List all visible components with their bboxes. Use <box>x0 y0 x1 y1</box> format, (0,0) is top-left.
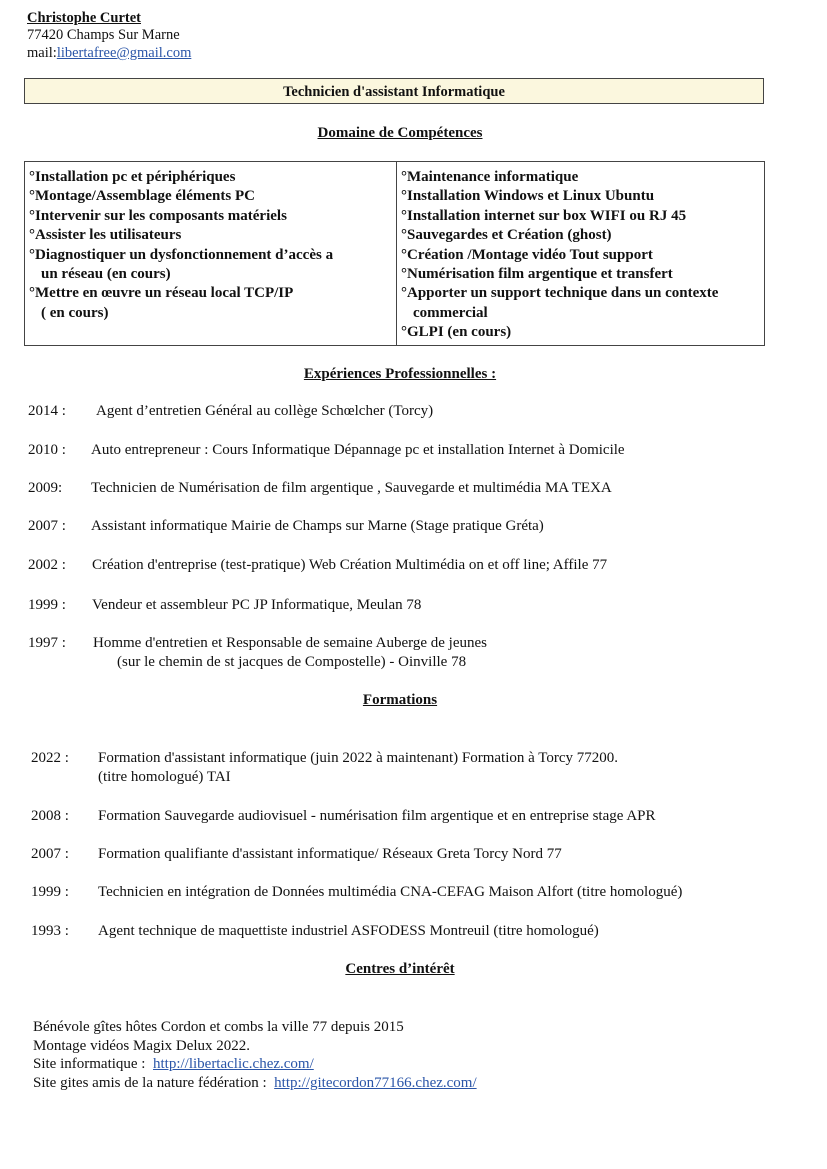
candidate-address: 77420 Champs Sur Marne <box>27 27 180 43</box>
skill-item: °Sauvegardes et Création (ghost) <box>401 227 612 244</box>
interests-heading: Centres d’intérêt <box>345 961 455 977</box>
education-text: Formation d'assistant informatique (juin 2022 à maintenant) Formation à Torcy 77200. <box>98 750 619 766</box>
experience-text: Technicien de Numérisation de film argentique , Sauvegarde et multimédia MA TEXA <box>91 480 612 496</box>
experience-year: 2014 : <box>28 403 66 419</box>
interest-site-line <box>33 1074 477 1093</box>
skill-item: °Création /Montage vidéo Tout support <box>401 246 653 263</box>
skill-item: °Diagnostiquer un dysfonctionnement d’accès a <box>29 246 334 263</box>
mail-link[interactable]: libertafree@gmail.com <box>56 45 192 61</box>
skill-item: °Numérisation film argentique et transfert <box>401 266 673 283</box>
experience-heading: Expériences Professionnelles : <box>303 366 497 382</box>
education-year: 2022 : <box>31 750 69 766</box>
skill-item: °Installation pc et périphériques <box>29 169 236 185</box>
site2-link[interactable]: http://gitecordon77166.chez.com/ <box>274 1074 477 1091</box>
education-year: 2008 : <box>31 808 69 824</box>
education-year: 1999 : <box>31 884 69 900</box>
experience-text: Création d'entreprise (test-pratique) Web Création Multimédia on et off line; Affile 77 <box>92 557 608 573</box>
experience-year: 2007 : <box>28 518 66 534</box>
education-text: Formation Sauvegarde audiovisuel - numérisation film argentique et en entreprise stage APR <box>98 808 656 824</box>
experience-year: 2009: <box>28 480 63 496</box>
education-text: Technicien en intégration de Données multimédia CNA-CEFAG Maison Alfort (titre homologué) <box>98 884 683 900</box>
mail-label: mail: <box>27 45 57 61</box>
skill-item-continued: ( en cours) <box>41 304 109 321</box>
experience-text: Auto entrepreneur : Cours Informatique Dépannage pc et installation Internet à Domicile <box>91 442 625 458</box>
experience-year: 1999 : <box>28 597 66 613</box>
education-heading: Formations <box>362 692 438 708</box>
job-title-box: Technicien d'assistant Informatique <box>24 78 764 104</box>
experience-year: 1997 : <box>28 635 66 651</box>
skill-item: °Assister les utilisateurs <box>29 227 182 244</box>
skill-item: °Montage/Assemblage éléments PC <box>29 188 255 205</box>
skill-item: °Maintenance informatique <box>401 169 579 185</box>
skill-item-continued: un réseau (en cours) <box>41 266 171 283</box>
skill-item: °Installation Windows et Linux Ubuntu <box>401 188 655 205</box>
interest-line: Bénévole gîtes hôtes Cordon et combs la ville 77 depuis 2015 <box>33 1019 404 1035</box>
skills-table <box>24 161 765 346</box>
experience-year: 2002 : <box>28 557 66 573</box>
site2-label: Site gites amis de la nature fédération : <box>33 1074 267 1091</box>
interest-site-line <box>33 1055 477 1074</box>
education-year: 2007 : <box>31 846 69 862</box>
experience-text: Agent d’entretien Général au collège Schœlcher (Torcy) <box>96 403 434 419</box>
candidate-mail <box>27 45 191 62</box>
interests-block <box>33 1018 477 1092</box>
education-text: Agent technique de maquettiste industriel ASFODESS Montreuil (titre homologué) <box>98 923 599 939</box>
skills-right-column <box>397 162 764 345</box>
skill-item: °GLPI (en cours) <box>401 324 512 341</box>
site1-label: Site informatique : <box>33 1056 146 1072</box>
experience-year: 2010 : <box>28 442 66 458</box>
skill-item: °Mettre en œuvre un réseau local TCP/IP <box>29 285 294 302</box>
skills-left-column <box>25 162 397 345</box>
education-year: 1993 : <box>31 923 69 939</box>
skill-item-continued: commercial <box>413 304 488 321</box>
experience-text: Assistant informatique Mairie de Champs sur Marne (Stage pratique Gréta) <box>91 518 544 534</box>
skills-heading: Domaine de Compétences <box>317 125 483 141</box>
education-text: Formation qualifiante d'assistant informatique/ Réseaux Greta Torcy Nord 77 <box>98 846 562 862</box>
experience-text: Vendeur et assembleur PC JP Informatique, Meulan 78 <box>92 597 422 613</box>
education-text-continued: (titre homologué) TAI <box>98 769 231 785</box>
site1-link[interactable]: http://libertaclic.chez.com/ <box>152 1056 314 1072</box>
skill-item: °Installation internet sur box WIFI ou RJ 45 <box>401 207 687 224</box>
experience-text-continued: (sur le chemin de st jacques de Compostelle) - Oinville 78 <box>117 654 467 670</box>
skill-item: °Intervenir sur les composants matériels <box>29 207 287 224</box>
interest-line: Montage vidéos Magix Delux 2022. <box>33 1037 251 1054</box>
experience-text: Homme d'entretien et Responsable de semaine Auberge de jeunes <box>93 635 487 651</box>
candidate-name: Christophe Curtet <box>27 10 141 26</box>
skill-item: °Apporter un support technique dans un contexte <box>401 285 719 302</box>
